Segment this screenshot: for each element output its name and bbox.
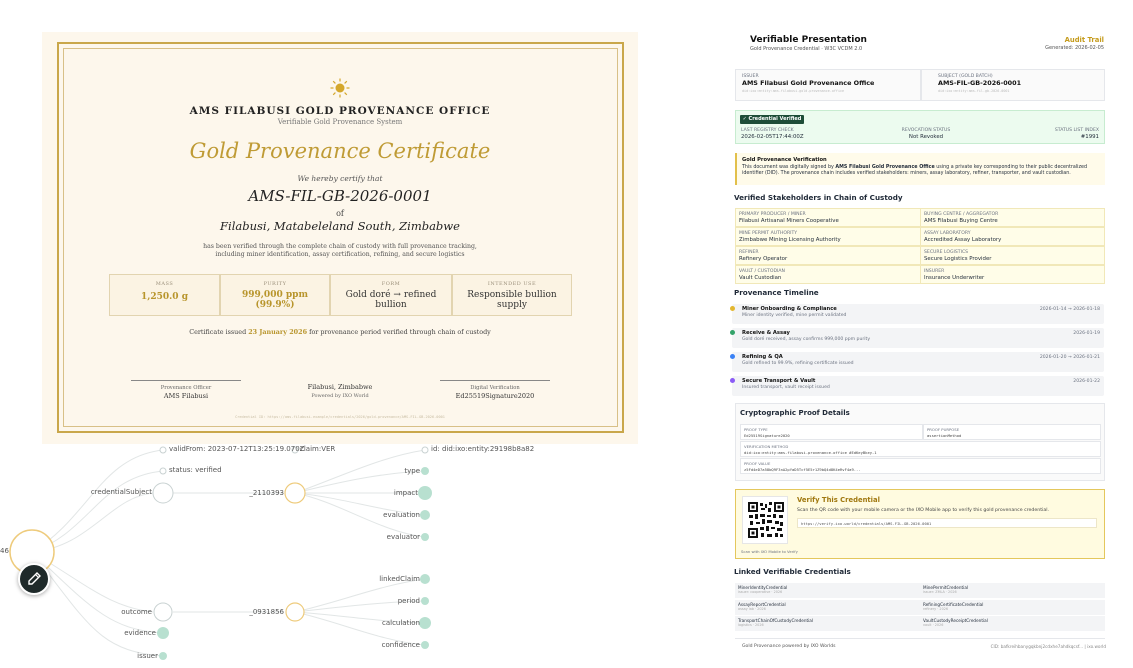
stakeholder-6: VAULT / CUSTODIAN Vault Custodian (735, 265, 921, 284)
stakeholders-title: Verified Stakeholders in Chain of Custody (734, 193, 903, 202)
graph-node-evaluation[interactable]: evaluation (383, 511, 420, 519)
crypto-proof-box (735, 403, 1105, 481)
stakeholder-3: ASSAY LABORATORY Accredited Assay Laboratory (920, 227, 1105, 246)
linked-credential-5[interactable]: VaultCustodyReceiptCredential vault · 2026 (920, 616, 1105, 631)
footer-left: Gold Provenance powered by IXO Worlds (742, 644, 836, 649)
intended-use-cell: INTENDED USE Responsible bullion supply (452, 274, 572, 316)
generated-date: Generated: 2026-02-05 (1045, 45, 1104, 51)
timeline-dot (730, 354, 735, 359)
timeline-item-0: Miner Onboarding & Compliance Miner identity verified, mine permit validated 2026-01-14 → 2026-01-18 (732, 304, 1104, 324)
footer-right: CID: bafkreihbanygqkbnj2cdxhe7ahdkqcsf... | ixo.world (990, 644, 1106, 649)
footer-divider (735, 638, 1105, 639)
linked-credential-1[interactable]: MinePermitCredential issuer: ZMLA · 2026 (920, 583, 1105, 598)
proof-purpose: PROOF PURPOSE assertionMethod (923, 424, 1101, 440)
stakeholder-0: PRIMARY PRODUCER / MINER Filabusi Artisanal Miners Cooperative (735, 208, 921, 227)
sun-emblem-icon (330, 78, 350, 98)
graph-node-0931856[interactable]: _0931856 (249, 608, 284, 616)
officer-label: Provenance Officer (160, 385, 212, 391)
digital-signature: Ed25519Signature2020 (455, 392, 535, 400)
graph-node-evaluator[interactable]: evaluator (386, 533, 420, 541)
timeline-dot (730, 306, 735, 311)
qr-code-icon (748, 502, 784, 538)
timeline-dot (730, 378, 735, 383)
audit-trail-link[interactable]: Audit Trail (1064, 36, 1104, 44)
graph-node-id[interactable]: id: did:ixo:entity:29198b8a82 (431, 445, 535, 453)
proof-type: PROOF TYPE Ed25519Signature2020 (740, 424, 923, 440)
purity-cell: PURITY 999,000 ppm (99.9%) (220, 274, 330, 316)
form-cell: FORM Gold doré → refined bullion (330, 274, 452, 316)
issued-line: Certificate issued 23 January 2026 for provenance period verified through chain of custody (189, 328, 491, 336)
edit-button[interactable] (18, 563, 50, 595)
subject-box: SUBJECT (GOLD BATCH) AMS-FIL-GB-2026-0001 did:ixo:entity:ams-fil-gb-2026-0001 (921, 69, 1105, 101)
graph-node-claim[interactable]: claim:VER (300, 445, 336, 453)
issue-place: Filabusi, Zimbabwe (307, 383, 373, 391)
certificate-system: Verifiable Gold Provenance System (277, 118, 403, 126)
graph-node-outcome[interactable]: outcome (121, 608, 152, 616)
verify-url[interactable]: https://verify.ixo.world/credentials/AMS-FIL-GB-2026-0001 (797, 518, 1097, 528)
linked-credential-2[interactable]: AssayReportCredential assay lab · 2026 (735, 600, 921, 615)
linked-credential-3[interactable]: RefiningCertificateCredential refinery · 2026 (920, 600, 1105, 615)
graph-edges (0, 437, 640, 668)
timeline-item-2: Refining & QA Gold refined to 99.9%, refining certificate issued 2026-01-20 → 2026-01-21 (732, 352, 1104, 372)
credential-verified-badge: ✓ Credential Verified (740, 115, 804, 124)
description-line-1: has been verified through the complete chain of custody with full provenance tracking, (203, 243, 477, 250)
stakeholder-2: MINE PERMIT AUTHORITY Zimbabwe Mining Licensing Authority (735, 227, 921, 246)
signature-line-digital (440, 380, 550, 381)
gold-certificate (42, 32, 638, 444)
graph-node-evidence[interactable]: evidence (124, 629, 156, 637)
graph-root-label[interactable]: 46 (0, 547, 9, 555)
linked-credential-4[interactable]: TransportChainOfCustodyCredential logistics · 2026 (735, 616, 921, 631)
powered-by: Powered by IXO World (311, 393, 369, 399)
graph-node-type[interactable]: type (404, 467, 420, 475)
graph-node-calculation[interactable]: calculation (381, 619, 420, 627)
description-line-2: including miner identification, assay certification, refining, and secure logistics (215, 251, 465, 258)
issuer-box: ISSUER AMS Filabusi Gold Provenance Office did:ixo:entity:ams-filabusi-gold-provenance-office (735, 69, 921, 101)
graph-node-credentialsubject[interactable]: credentialSubject (90, 488, 152, 496)
provenance-verification-note: Gold Provenance Verification This document was digitally signed by AMS Filabusi Gold Provenance Office using a private key corresponding to their public decentralized identifier (DID). The provenance chain includes verified stakeholders: miners, assay laboratory, refiner, transporter, and vault custodian. (735, 153, 1105, 185)
graph-node-validfrom[interactable]: validFrom: 2023-07-12T13:25:19.070Z (169, 445, 305, 453)
location: Filabusi, Matabeleland South, Zimbabwe (220, 219, 460, 233)
qr-caption: Scan with IXO Mobile to Verify (741, 549, 798, 554)
proof-value: PROOF VALUE z5Fd4eD7a58bQ9F3nA2pYaD5Tcf5E5r1Z9bQ4d8K4eRvF4a9... (740, 458, 1101, 474)
graph-node-2110393[interactable]: _2110393 (249, 489, 284, 497)
credential-id-footer: Credential ID: https://ams-filabusi.example/credentials/2026/gold-provenance/AMS-FIL-GB-2026-0001 (235, 415, 445, 419)
digital-label: Digital Verification (470, 385, 520, 391)
stakeholder-5: SECURE LOGISTICS Secure Logistics Provider (920, 246, 1105, 265)
verification-method: VERIFICATION METHOD did:ixo:entity:ams-filabusi-provenance-office #EdKeyBkey-1 (740, 441, 1101, 457)
signature-line-officer (131, 380, 241, 381)
qr-code-frame[interactable] (742, 496, 788, 544)
stakeholder-7: INSURER Insurance Underwriter (920, 265, 1105, 284)
verify-credential-box (735, 489, 1105, 559)
stakeholder-4: REFINER Refinery Operator (735, 246, 921, 265)
certify-text: We hereby certify that (297, 174, 383, 183)
verifiable-presentation-panel (722, 28, 1112, 658)
graph-node-confidence[interactable]: confidence (381, 641, 420, 649)
verified-banner: ✓ Credential Verified LAST REGISTRY CHECK 2026-02-05T17:44:00Z REVOCATION STATUS Not Revoked STATUS LIST INDEX #1991 (735, 110, 1105, 144)
graph-node-linkedclaim[interactable]: linkedClaim (379, 575, 420, 583)
graph-node-impact[interactable]: impact (393, 489, 418, 497)
timeline-item-1: Receive & Assay Gold doré received, assay confirms 999,000 ppm purity 2026-01-19 (732, 328, 1104, 348)
verify-description: Scan the QR code with your mobile camera or the IXO Mobile app to verify this gold provenance credential. (797, 508, 1050, 513)
linked-credential-0[interactable]: MinerIdentityCredential issuer: cooperative · 2026 (735, 583, 921, 598)
panel-subtitle: Gold Provenance Credential · W3C VCDM 2.0 (750, 46, 863, 52)
pencil-icon (20, 565, 48, 593)
of-text: of (336, 209, 344, 218)
verify-title: Verify This Credential (797, 496, 880, 504)
panel-title: Verifiable Presentation (750, 35, 867, 45)
graph-node-issuer[interactable]: issuer (137, 652, 158, 660)
timeline-item-3: Secure Transport & Vault Insured transport, vault receipt issued 2026-01-22 (732, 376, 1104, 396)
graph-node-period[interactable]: period (397, 597, 420, 605)
stakeholder-1: BUYING CENTRE / AGGREGATOR AMS Filabusi Buying Centre (920, 208, 1105, 227)
batch-id: AMS-FIL-GB-2026-0001 (248, 187, 432, 205)
officer-name: AMS Filabusi (163, 392, 209, 400)
timeline-dot (730, 330, 735, 335)
credential-graph[interactable] (0, 437, 640, 668)
graph-node-status[interactable]: status: verified (169, 466, 222, 474)
certificate-title: Gold Provenance Certificate (189, 139, 491, 163)
certificate-org: AMS FILABUSI GOLD PROVENANCE OFFICE (189, 105, 491, 117)
linked-title: Linked Verifiable Credentials (734, 567, 851, 576)
crypto-title: Cryptographic Proof Details (740, 409, 850, 417)
mass-cell: MASS 1,250.0 g (109, 274, 220, 316)
timeline-title: Provenance Timeline (734, 288, 819, 297)
